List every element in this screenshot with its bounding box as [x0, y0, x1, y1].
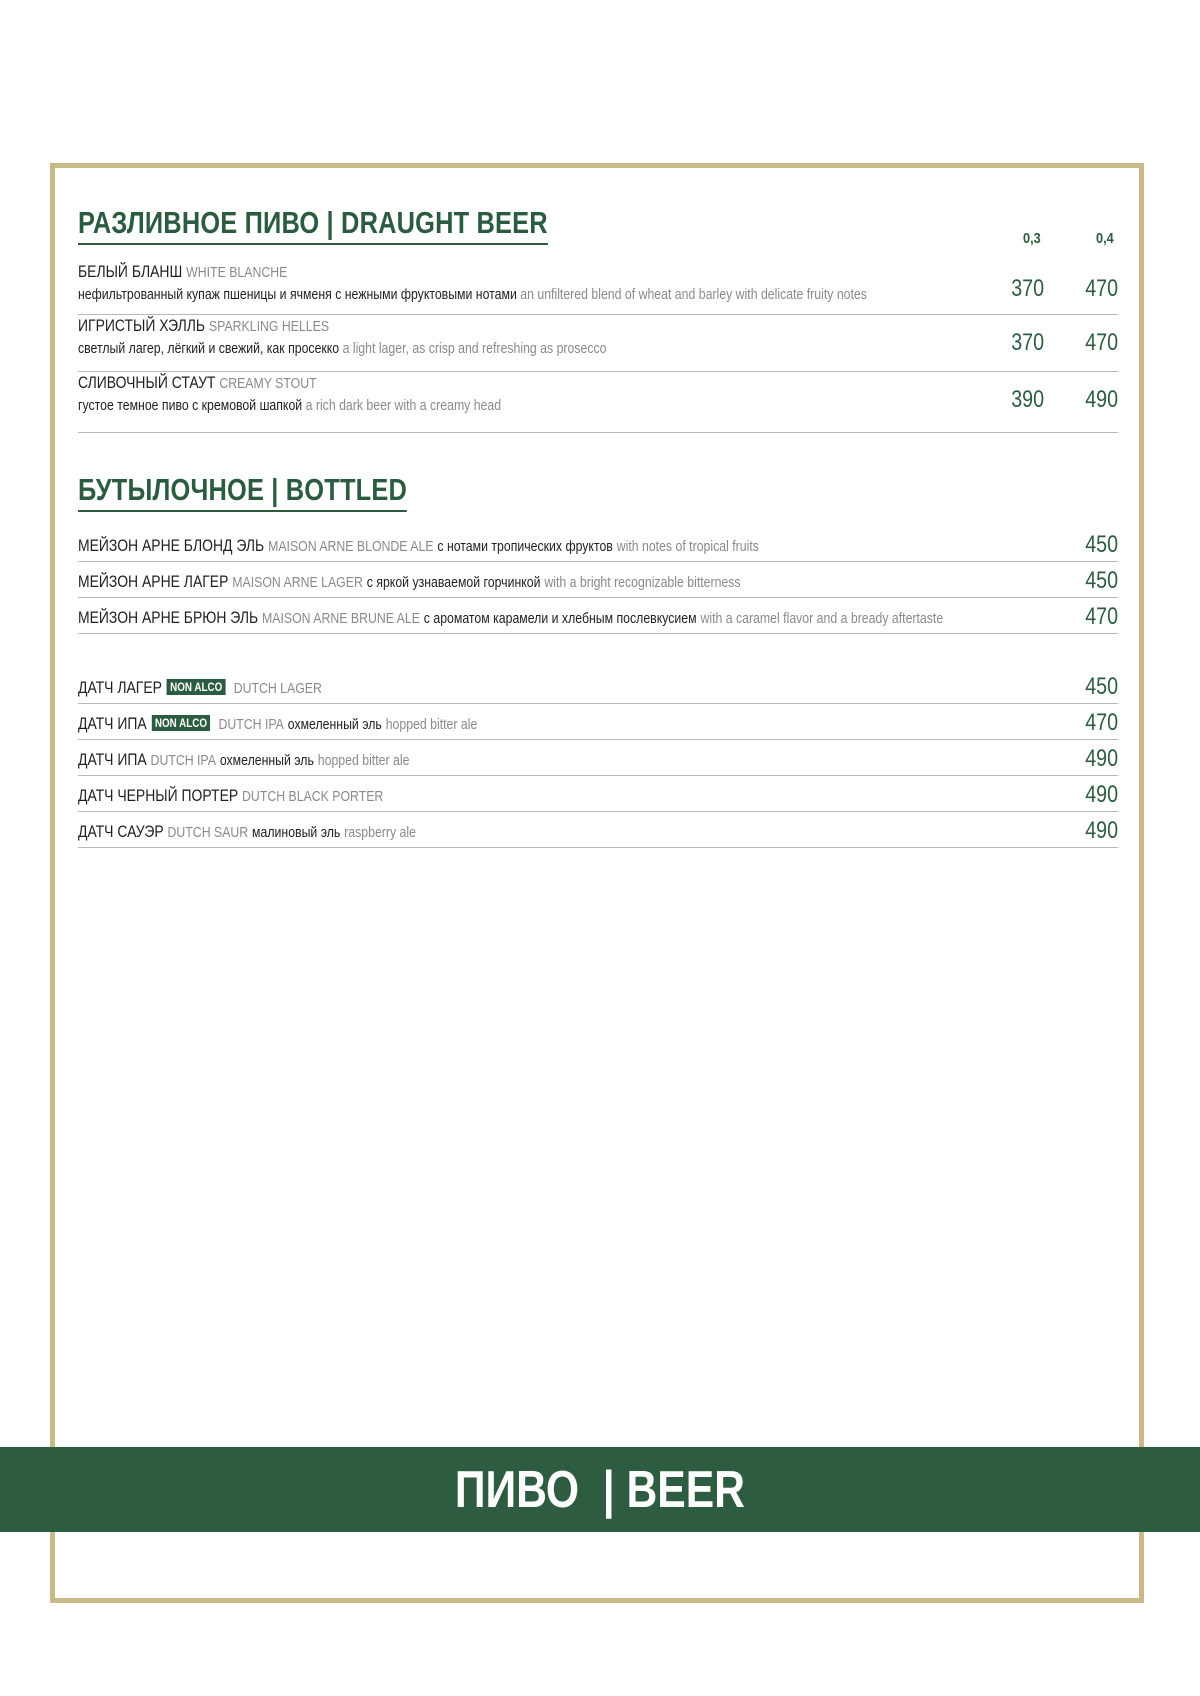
item-name [78, 750, 409, 770]
item-name-ru: БЕЛЫЙ БЛАНШ [78, 262, 183, 281]
banner-title-text: ПИВО | BEER [454, 1461, 746, 1519]
item-desc-line [78, 397, 594, 414]
item-line [78, 678, 375, 698]
item-desc-ru: нефильтрованный купаж пшеницы и ячменя с нежными фруктовыми нотами [78, 286, 517, 303]
item-name-ru: МЕЙЗОН АРНЕ ЛАГЕР [78, 572, 229, 591]
item-desc [78, 286, 867, 303]
menu-row-dutch [78, 814, 1118, 848]
menu-row-dutch [78, 742, 1118, 776]
menu-row-dutch [78, 670, 1118, 704]
item-name-en: DUTCH IPA [218, 716, 284, 733]
item-name-en: WHITE BLANCHE [186, 264, 288, 281]
price-04: 490 [1085, 386, 1118, 413]
item-line [78, 608, 1133, 628]
item-name [78, 536, 759, 556]
menu-row-bottled [78, 564, 1118, 598]
item-desc-en: a light lager, as crisp and refreshing as prosecco [342, 340, 607, 357]
item-name-en: DUTCH IPA [150, 752, 216, 769]
item-name [78, 262, 287, 282]
item-desc-en: an unfiltered blend of wheat and barley with delicate fruity notes [520, 286, 867, 303]
item-desc-en: hopped bitter ale [317, 752, 410, 769]
price-03: 370 [1011, 329, 1044, 356]
item-name-ru: СЛИВОЧНЫЙ СТАУТ [78, 373, 216, 392]
volume-header-04: 0,4 [1096, 230, 1114, 247]
price: 490 [1085, 817, 1118, 844]
price-03: 370 [1011, 275, 1044, 302]
item-name-en: MAISON ARNE BRUNE ALE [262, 610, 420, 627]
section-title-bottled: БУТЫЛОЧНОЕ | BOTTLED [78, 472, 407, 512]
menu-row-draught [78, 373, 1118, 433]
item-name-en: SPARKLING HELLES [208, 318, 330, 335]
price: 450 [1085, 531, 1118, 558]
item-desc-en: with notes of tropical fruits [616, 538, 759, 555]
item-line [78, 536, 908, 556]
menu-row-bottled [78, 528, 1118, 562]
item-name-en: MAISON ARNE LAGER [232, 574, 363, 591]
item-name [78, 316, 329, 336]
item-desc-ru: с ароматом карамели и хлебным послевкусием [423, 610, 697, 627]
item-name-en: MAISON ARNE BLONDE ALE [268, 538, 434, 555]
item-name-ru: ИГРИСТЫЙ ХЭЛЛЬ [78, 316, 206, 335]
menu-row-draught [78, 262, 1118, 315]
non-alco-badge: NON ALCO [152, 715, 211, 731]
price-04: 470 [1085, 275, 1118, 302]
item-name-ru: МЕЙЗОН АРНЕ БРЮН ЭЛЬ [78, 608, 259, 627]
item-name-en: CREAMY STOUT [219, 375, 317, 392]
item-desc-ru: светлый лагер, лёгкий и свежий, как просекко [78, 340, 340, 357]
non-alco-badge: NON ALCO [167, 679, 226, 695]
item-name [78, 786, 383, 806]
item-desc-line [78, 286, 1040, 303]
item-line [78, 714, 565, 734]
item-name [78, 572, 741, 592]
volume-header-03: 0,3 [1023, 230, 1041, 247]
section-title-draught: РАЗЛИВНОЕ ПИВО | DRAUGHT BEER [78, 205, 548, 245]
item-desc-ru: охмеленный эль [219, 752, 314, 769]
item-name-line [78, 316, 384, 336]
item-desc-ru: с яркой узнаваемой горчинкой [366, 574, 541, 591]
item-desc [78, 397, 501, 414]
price-03: 390 [1011, 386, 1044, 413]
item-name-ru: ДАТЧ ИПА [78, 714, 147, 733]
item-desc [78, 340, 606, 357]
item-name-ru: ДАТЧ ИПА [78, 750, 147, 769]
item-name-en: DUTCH LAGER [233, 680, 322, 697]
item-line [78, 822, 490, 842]
item-name [78, 373, 317, 393]
item-name [78, 822, 416, 842]
item-name-line [78, 262, 333, 282]
menu-row-bottled [78, 600, 1118, 634]
item-line [78, 750, 482, 770]
item-name [78, 608, 943, 628]
price: 450 [1085, 567, 1118, 594]
item-desc-ru: охмеленный эль [287, 716, 382, 733]
item-desc-en: with a caramel flavor and a bready aftertaste [700, 610, 944, 627]
banner-title [0, 1460, 1200, 1520]
item-line [78, 572, 886, 592]
item-name-ru: ДАТЧ САУЭР [78, 822, 164, 841]
item-name-line [78, 373, 369, 393]
price: 490 [1085, 745, 1118, 772]
item-desc-en: hopped bitter ale [385, 716, 478, 733]
item-desc-ru: густое темное пиво с кремовой шапкой [78, 397, 303, 414]
item-desc-ru: малиновый эль [252, 824, 341, 841]
price-04: 470 [1085, 329, 1118, 356]
price: 450 [1085, 673, 1118, 700]
item-name-en: DUTCH SAUR [167, 824, 249, 841]
item-desc-en: raspberry ale [344, 824, 416, 841]
item-desc-en: with a bright recognizable bitterness [544, 574, 741, 591]
item-desc-ru: с нотами тропических фруктов [437, 538, 613, 555]
item-name [78, 678, 322, 698]
price: 490 [1085, 781, 1118, 808]
item-line [78, 786, 450, 806]
item-name-ru: ДАТЧ ЛАГЕР [78, 678, 162, 697]
item-desc-line [78, 340, 723, 357]
menu-row-dutch [78, 778, 1118, 812]
item-name [78, 714, 477, 734]
price: 470 [1085, 603, 1118, 630]
item-name-ru: МЕЙЗОН АРНЕ БЛОНД ЭЛЬ [78, 536, 265, 555]
item-desc-en: a rich dark beer with a creamy head [305, 397, 502, 414]
price: 470 [1085, 709, 1118, 736]
menu-row-dutch [78, 706, 1118, 740]
item-name-ru: ДАТЧ ЧЕРНЫЙ ПОРТЕР [78, 786, 239, 805]
item-name-en: DUTCH BLACK PORTER [242, 788, 384, 805]
menu-row-draught [78, 316, 1118, 372]
